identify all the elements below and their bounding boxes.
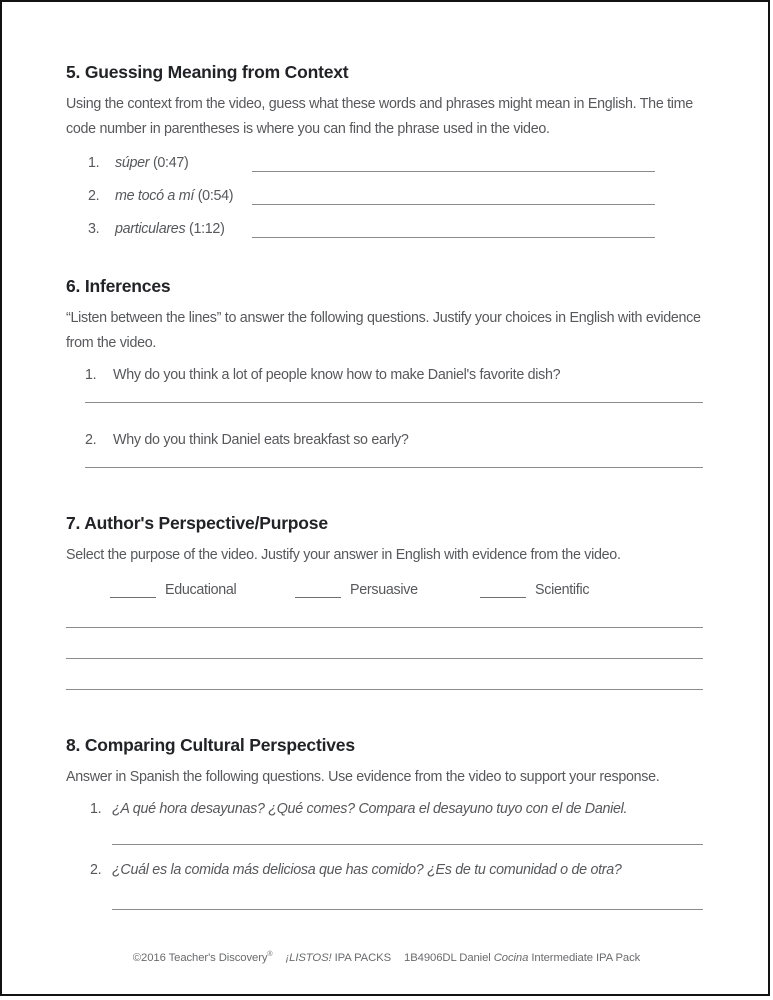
footer-product: 1B4906DL Daniel Cocina Intermediate IPA Pack bbox=[404, 951, 641, 964]
purpose-options bbox=[66, 582, 703, 602]
question-row bbox=[85, 431, 703, 449]
vocab-word: me tocó a mí bbox=[115, 188, 195, 204]
footer-copyright: ©2016 Teacher's Discovery® bbox=[132, 951, 273, 964]
option-label: Persuasive bbox=[350, 582, 418, 598]
vocab-phrase bbox=[115, 187, 252, 205]
item-number: 1. bbox=[85, 367, 97, 383]
item-number: 2. bbox=[90, 862, 102, 878]
answer-blank-line[interactable] bbox=[112, 909, 703, 910]
answer-blank-line[interactable] bbox=[252, 187, 655, 205]
answer-blank-line[interactable] bbox=[252, 220, 655, 238]
vocab-list bbox=[66, 154, 703, 238]
item-number: 2. bbox=[85, 432, 97, 448]
section-cultural-perspectives bbox=[66, 734, 703, 910]
vocab-item-row bbox=[88, 154, 703, 172]
question-text: Why do you think Daniel eats breakfast so early? bbox=[113, 432, 409, 448]
item-number: 2. bbox=[88, 188, 100, 204]
registered-mark: ® bbox=[267, 951, 273, 958]
section-author-perspective bbox=[66, 512, 703, 690]
section-guessing-meaning bbox=[66, 61, 703, 238]
option-label: Educational bbox=[165, 582, 237, 598]
section-8-instructions: Answer in Spanish the following questions. Use evidence from the video to support your response. bbox=[66, 769, 660, 785]
question-row bbox=[85, 366, 703, 384]
question-text: ¿A qué hora desayunas? ¿Qué comes? Compara el desayuno tuyo con el de Daniel. bbox=[112, 801, 628, 817]
item-number: 3. bbox=[88, 221, 100, 237]
question-row bbox=[90, 861, 703, 879]
vocab-timecode: (1:12) bbox=[185, 221, 225, 237]
section-6-instructions: “Listen between the lines” to answer the following questions. Justify your choices in English with evidence from the video. bbox=[66, 310, 701, 351]
answer-blank-line[interactable] bbox=[66, 689, 703, 690]
answer-blank-line[interactable] bbox=[66, 658, 703, 659]
page-footer bbox=[0, 951, 773, 964]
page-content bbox=[66, 0, 703, 910]
vocab-timecode: (0:47) bbox=[149, 155, 189, 171]
footer-series: ¡LISTOS! IPA PACKS bbox=[285, 951, 392, 964]
answer-blank-line[interactable] bbox=[252, 154, 655, 172]
question-row bbox=[90, 800, 703, 818]
vocab-phrase bbox=[115, 220, 252, 238]
section-7-instructions: Select the purpose of the video. Justify your answer in English with evidence from the video. bbox=[66, 547, 621, 563]
item-number: 1. bbox=[88, 155, 100, 171]
option-blank[interactable] bbox=[110, 582, 156, 598]
vocab-word: particulares bbox=[115, 221, 186, 237]
question-text: Why do you think a lot of people know how to make Daniel's favorite dish? bbox=[113, 367, 561, 383]
section-5-title: 5. Guessing Meaning from Context bbox=[66, 62, 349, 82]
option-label: Scientific bbox=[535, 582, 590, 598]
option-persuasive bbox=[295, 582, 418, 598]
vocab-item-row bbox=[88, 220, 703, 238]
section-5-instructions: Using the context from the video, guess what these words and phrases might mean in English. The time code number in parentheses is where you can find the phrase used in the video. bbox=[66, 96, 693, 137]
section-inferences bbox=[66, 275, 703, 468]
option-educational bbox=[110, 582, 236, 598]
section-8-title: 8. Comparing Cultural Perspectives bbox=[66, 735, 355, 755]
vocab-timecode: (0:54) bbox=[194, 188, 234, 204]
option-scientific bbox=[480, 582, 589, 598]
answer-blank-line[interactable] bbox=[112, 844, 703, 845]
option-blank[interactable] bbox=[295, 582, 341, 598]
section-7-title: 7. Author's Perspective/Purpose bbox=[66, 513, 328, 533]
answer-blank-line[interactable] bbox=[85, 467, 703, 468]
vocab-phrase bbox=[115, 154, 252, 172]
section-6-title: 6. Inferences bbox=[66, 276, 171, 296]
question-text: ¿Cuál es la comida más deliciosa que has comido? ¿Es de tu comunidad o de otra? bbox=[112, 862, 622, 878]
item-number: 1. bbox=[90, 801, 102, 817]
answer-blank-line[interactable] bbox=[85, 402, 703, 403]
vocab-word: súper bbox=[115, 155, 150, 171]
option-blank[interactable] bbox=[480, 582, 526, 598]
answer-blank-line[interactable] bbox=[66, 627, 703, 628]
vocab-item-row bbox=[88, 187, 703, 205]
